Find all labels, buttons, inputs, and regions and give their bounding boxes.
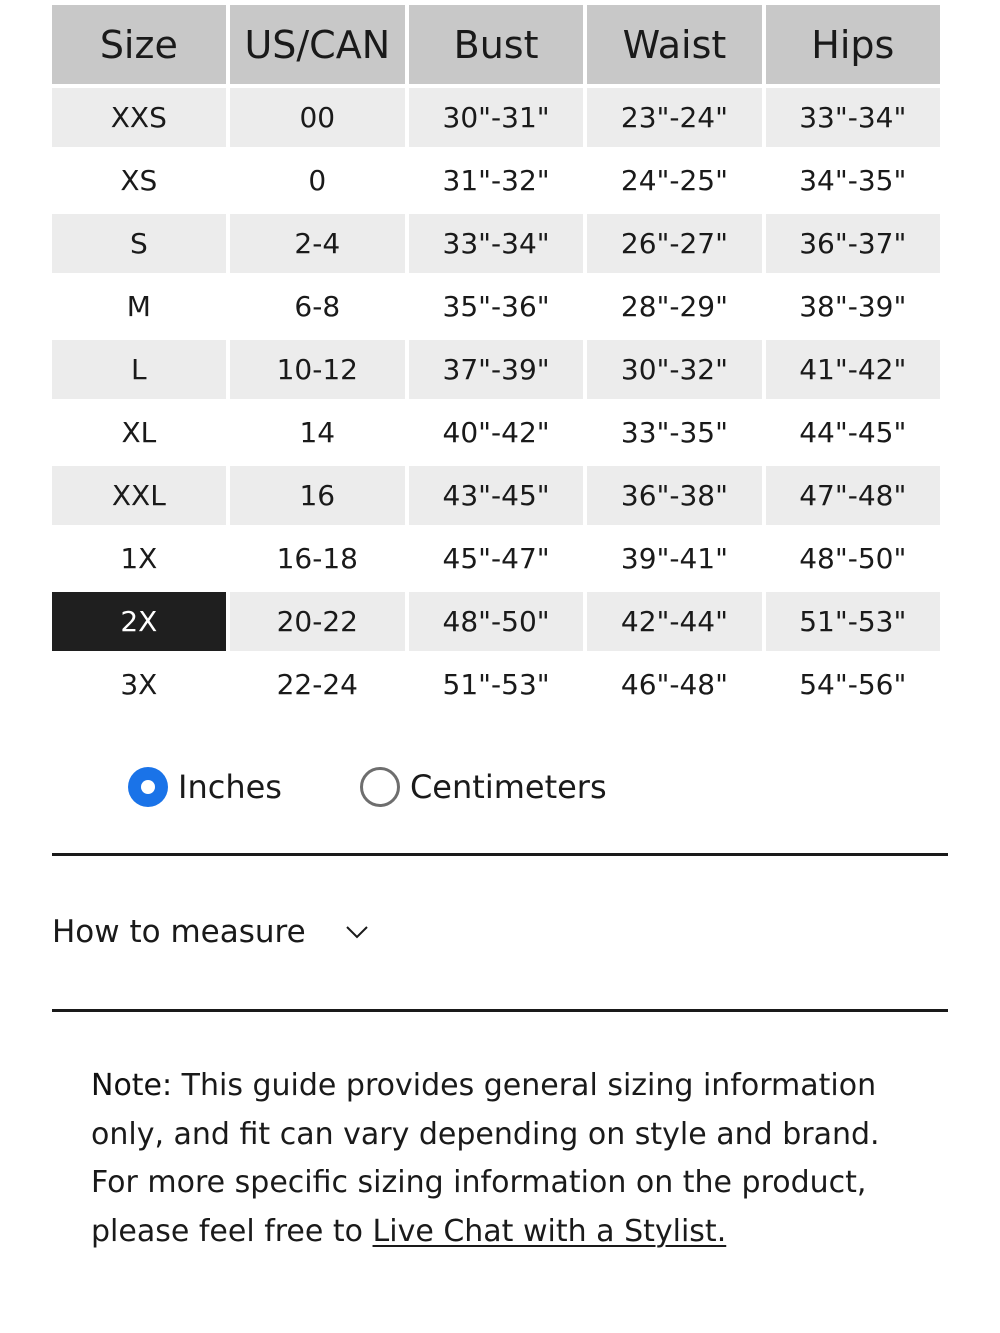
size-cell[interactable]: M — [52, 277, 226, 336]
waist-cell: 39"-41" — [587, 529, 761, 588]
waist-cell: 30"-32" — [587, 340, 761, 399]
note-label: Note: — [91, 1068, 173, 1103]
waist-cell: 28"-29" — [587, 277, 761, 336]
hips-cell: 33"-34" — [766, 88, 940, 147]
waist-cell: 26"-27" — [587, 214, 761, 273]
sizing-note — [91, 1062, 931, 1256]
size-cell[interactable]: S — [52, 214, 226, 273]
bust-cell: 31"-32" — [409, 151, 583, 210]
unit-toggle — [128, 764, 607, 810]
divider-top — [52, 853, 948, 856]
bust-cell: 37"-39" — [409, 340, 583, 399]
hips-cell: 54"-56" — [766, 655, 940, 714]
hips-cell: 51"-53" — [766, 592, 940, 651]
table-row — [52, 340, 940, 399]
chevron-down-icon[interactable] — [346, 925, 368, 939]
live-chat-link[interactable]: Live Chat with a Stylist. — [372, 1213, 727, 1249]
size-cell[interactable]: 1X — [52, 529, 226, 588]
bust-cell: 45"-47" — [409, 529, 583, 588]
radio-centimeters[interactable] — [360, 767, 607, 807]
table-row — [52, 214, 940, 273]
how-to-measure-accordion[interactable] — [52, 908, 368, 956]
waist-cell: 42"-44" — [587, 592, 761, 651]
bust-cell: 33"-34" — [409, 214, 583, 273]
radio-checked-icon[interactable] — [128, 767, 168, 807]
header-waist: Waist — [587, 5, 761, 84]
waist-cell: 36"-38" — [587, 466, 761, 525]
hips-cell: 34"-35" — [766, 151, 940, 210]
table-row — [52, 403, 940, 462]
selected-size-cell[interactable]: 2X — [52, 592, 226, 651]
us-can-cell: 20-22 — [230, 592, 405, 651]
size-cell[interactable]: L — [52, 340, 226, 399]
table-header-row — [52, 5, 940, 84]
waist-cell: 46"-48" — [587, 655, 761, 714]
table-row — [52, 88, 940, 147]
table-row-selected — [52, 592, 940, 651]
us-can-cell: 2-4 — [230, 214, 405, 273]
us-can-cell: 00 — [230, 88, 405, 147]
divider-bottom — [52, 1009, 948, 1012]
hips-cell: 38"-39" — [766, 277, 940, 336]
waist-cell: 33"-35" — [587, 403, 761, 462]
us-can-cell: 0 — [230, 151, 405, 210]
us-can-cell: 16 — [230, 466, 405, 525]
table-row — [52, 277, 940, 336]
radio-inches[interactable] — [128, 767, 282, 807]
table-row — [52, 466, 940, 525]
hips-cell: 47"-48" — [766, 466, 940, 525]
size-chart-table — [48, 1, 944, 718]
bust-cell: 35"-36" — [409, 277, 583, 336]
radio-centimeters-label[interactable]: Centimeters — [409, 768, 607, 806]
bust-cell: 48"-50" — [409, 592, 583, 651]
header-bust: Bust — [409, 5, 583, 84]
header-size: Size — [52, 5, 226, 84]
us-can-cell: 14 — [230, 403, 405, 462]
bust-cell: 51"-53" — [409, 655, 583, 714]
size-cell[interactable]: XXL — [52, 466, 226, 525]
us-can-cell: 6-8 — [230, 277, 405, 336]
waist-cell: 23"-24" — [587, 88, 761, 147]
size-cell[interactable]: 3X — [52, 655, 226, 714]
table-row — [52, 655, 940, 714]
hips-cell: 41"-42" — [766, 340, 940, 399]
bust-cell: 30"-31" — [409, 88, 583, 147]
header-us-can: US/CAN — [230, 5, 405, 84]
hips-cell: 44"-45" — [766, 403, 940, 462]
us-can-cell: 16-18 — [230, 529, 405, 588]
size-cell[interactable]: XL — [52, 403, 226, 462]
radio-unchecked-icon[interactable] — [360, 767, 400, 807]
size-cell[interactable]: XS — [52, 151, 226, 210]
radio-inches-label[interactable]: Inches — [178, 768, 282, 806]
table-row — [52, 529, 940, 588]
bust-cell: 43"-45" — [409, 466, 583, 525]
us-can-cell: 22-24 — [230, 655, 405, 714]
hips-cell: 48"-50" — [766, 529, 940, 588]
bust-cell: 40"-42" — [409, 403, 583, 462]
accordion-title[interactable]: How to measure — [52, 914, 306, 950]
us-can-cell: 10-12 — [230, 340, 405, 399]
table-row — [52, 151, 940, 210]
hips-cell: 36"-37" — [766, 214, 940, 273]
waist-cell: 24"-25" — [587, 151, 761, 210]
size-cell[interactable]: XXS — [52, 88, 226, 147]
note-text: This guide provides general sizing information only, and fit can vary depending on style and brand. For more specific sizing information on the product, please feel free to — [91, 1068, 880, 1249]
header-hips: Hips — [766, 5, 940, 84]
